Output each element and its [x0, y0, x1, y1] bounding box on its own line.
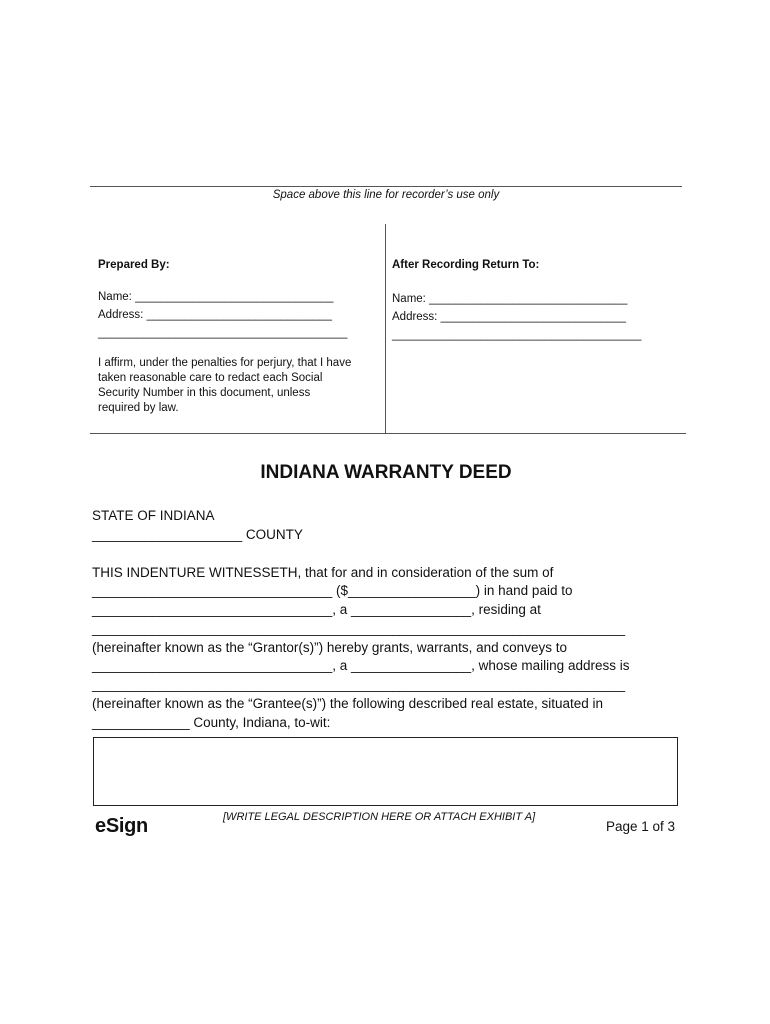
document-title: INDIANA WARRANTY DEED [260, 462, 512, 483]
esign-logo: eSign [95, 815, 148, 837]
body-line: ________________________________ ($_________________) in hand paid to [92, 583, 573, 598]
column-divider [385, 224, 386, 433]
prepared-by-heading: Prepared By: [98, 259, 170, 271]
prepared-address-blank: _______________________________________ [98, 327, 348, 339]
return-to-heading: After Recording Return To: [392, 259, 540, 271]
legal-description-box[interactable] [93, 737, 678, 806]
page-number: Page 1 of 3 [606, 819, 676, 834]
return-address-field: Address: _____________________________ [392, 311, 627, 323]
body-line: (hereinafter known as the “Grantee(s)”) the following described real estate, situated in [92, 696, 604, 711]
body-line: STATE OF INDIANA [92, 508, 215, 523]
prepared-address-field: Address: _____________________________ [98, 309, 333, 321]
affirmation-line: Security Number in this document, unless [98, 387, 311, 399]
recorder-line [90, 186, 682, 187]
body-line: ________________________________, a ________________, residing at [92, 602, 541, 617]
return-address-blank: _______________________________________ [392, 329, 642, 341]
body-line: ____________________ COUNTY [92, 527, 303, 542]
body-line: _____________ County, Indiana, to-wit: [92, 715, 331, 730]
prepared-name-field: Name: _______________________________ [98, 291, 334, 303]
body-line: _______________________________________________________________________ [92, 621, 626, 636]
body-line: THIS INDENTURE WITNESSETH, that for and in consideration of the sum of [92, 565, 554, 580]
recorder-note: Space above this line for recorder’s use only [272, 189, 500, 201]
legal-description-note: [WRITE LEGAL DESCRIPTION HERE OR ATTACH EXHIBIT A] [223, 811, 536, 823]
body-line: _______________________________________________________________________ [92, 677, 626, 692]
affirmation-line: taken reasonable care to redact each Social [98, 372, 323, 384]
body-line: ________________________________, a ________________, whose mailing address is [92, 658, 630, 673]
affirmation-line: I affirm, under the penalties for perjury, that I have [98, 357, 352, 369]
return-name-field: Name: _______________________________ [392, 293, 628, 305]
affirmation-line: required by law. [98, 402, 179, 414]
body-line: (hereinafter known as the “Grantor(s)”) hereby grants, warrants, and conveys to [92, 640, 567, 655]
header-bottom-line [90, 433, 686, 434]
